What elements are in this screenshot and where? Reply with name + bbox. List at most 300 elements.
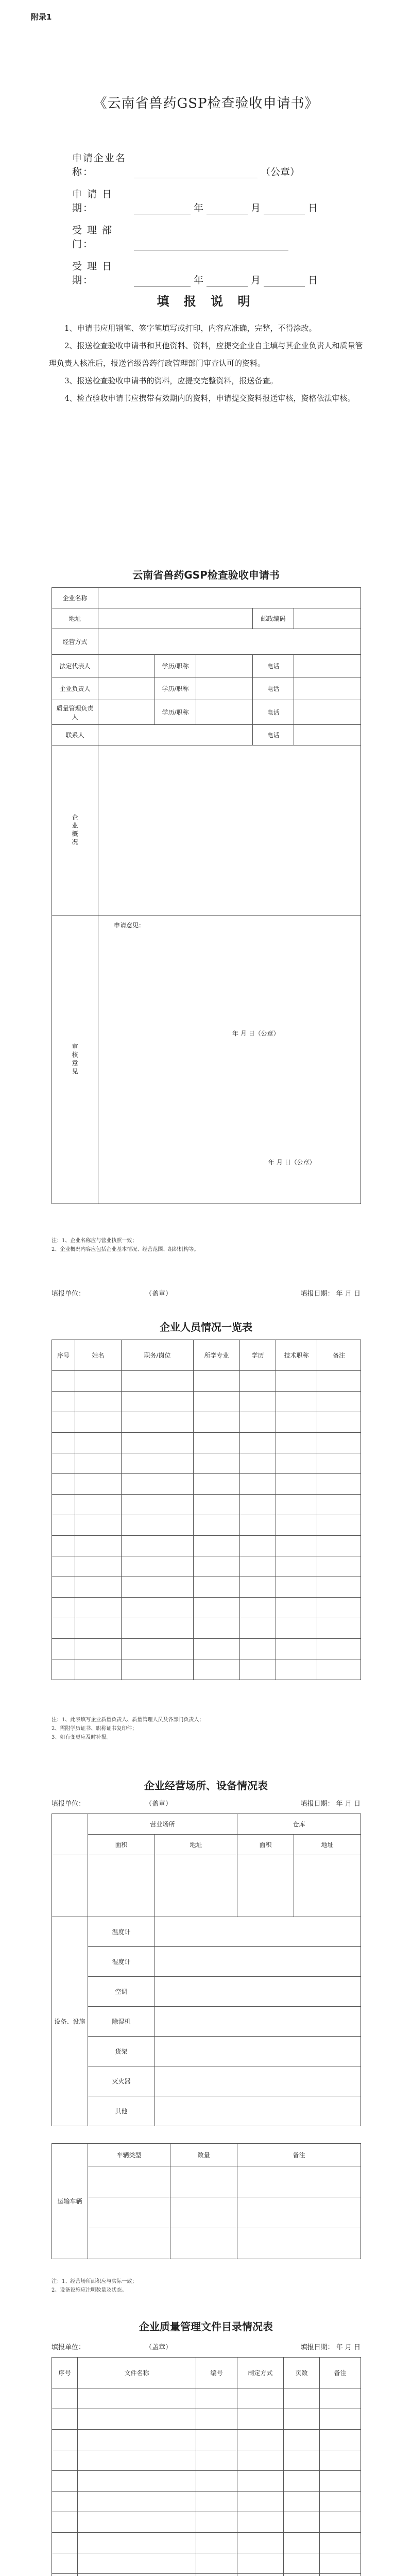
- table-cell[interactable]: [237, 2512, 284, 2533]
- table-row: [52, 2037, 361, 2066]
- table-cell[interactable]: [52, 1598, 75, 1618]
- table-cell[interactable]: [317, 1392, 361, 1412]
- cell-label: 地址: [52, 608, 98, 629]
- column-header: 所学专业: [194, 1340, 240, 1371]
- staff-title: 企业人员情况一览表: [160, 1321, 252, 1333]
- table-cell[interactable]: [276, 1639, 317, 1659]
- table-cell[interactable]: [52, 1618, 75, 1639]
- year-line[interactable]: [134, 275, 191, 286]
- day-suffix: 日: [308, 275, 318, 286]
- table-cell[interactable]: [75, 1371, 122, 1392]
- table-cell[interactable]: [75, 1659, 122, 1680]
- table-cell[interactable]: [240, 1474, 276, 1495]
- table-cell[interactable]: [240, 1556, 276, 1577]
- table-cell[interactable]: [52, 1639, 75, 1659]
- table-cell[interactable]: [284, 2388, 320, 2409]
- table-cell[interactable]: [320, 2388, 361, 2409]
- table-cell[interactable]: [284, 2430, 320, 2450]
- table-row: [52, 1577, 361, 1598]
- table-cell[interactable]: [194, 1515, 240, 1536]
- table-cell[interactable]: [284, 2533, 320, 2553]
- table-cell[interactable]: [75, 1453, 122, 1474]
- day-line[interactable]: [264, 275, 305, 286]
- fill-date: 年 月 日: [336, 1290, 360, 1298]
- area-field[interactable]: [88, 1855, 155, 1917]
- month-line[interactable]: [207, 275, 248, 286]
- table-cell[interactable]: [276, 1556, 317, 1577]
- table-row: [52, 2144, 361, 2166]
- table-cell[interactable]: [75, 1392, 122, 1412]
- column-header: 序号: [52, 2358, 78, 2388]
- table-cell[interactable]: [122, 1371, 194, 1392]
- table-cell[interactable]: [196, 2450, 237, 2471]
- table-cell[interactable]: [276, 1474, 317, 1495]
- column-header: 姓名: [75, 1340, 122, 1371]
- sub-header: 面积: [88, 1835, 155, 1855]
- fill-date: 年 月 日: [336, 1800, 360, 1808]
- table-cell[interactable]: [52, 1371, 75, 1392]
- table-cell[interactable]: [75, 1474, 122, 1495]
- notes-body: [49, 319, 368, 407]
- legal-rep-field[interactable]: [98, 655, 155, 677]
- table-cell[interactable]: [317, 1453, 361, 1474]
- table-cell[interactable]: [122, 1453, 194, 1474]
- table-cell[interactable]: [52, 2471, 78, 2492]
- table-cell[interactable]: [240, 1536, 276, 1556]
- table-row: [52, 700, 361, 725]
- table-row: [52, 1814, 361, 1835]
- table-cell[interactable]: [240, 1515, 276, 1536]
- table-row: [52, 1433, 361, 1453]
- table-cell[interactable]: [237, 2228, 361, 2259]
- cell-label: 企业负责人: [52, 677, 98, 700]
- table-cell[interactable]: [194, 1659, 240, 1680]
- table-cell[interactable]: [317, 1371, 361, 1392]
- table-cell[interactable]: [194, 1618, 240, 1639]
- month-line[interactable]: [207, 202, 248, 214]
- column-header: 数量: [170, 2144, 237, 2166]
- table-cell[interactable]: [196, 2388, 237, 2409]
- footnote: 2、设备设施应注明数量及状态。: [52, 2287, 127, 2293]
- table-cell[interactable]: [52, 2574, 78, 2576]
- note-item: 4、检查验收申请书应携带有效期内的资料，申请提交资料报送审核，资格依法审核。: [64, 394, 355, 403]
- table-cell[interactable]: [194, 1577, 240, 1598]
- table-row: [52, 655, 361, 677]
- doc-list-title: 企业质量管理文件目录情况表: [139, 2320, 273, 2333]
- table-cell[interactable]: [276, 1659, 317, 1680]
- table-cell[interactable]: [196, 2471, 237, 2492]
- table-cell[interactable]: [276, 1536, 317, 1556]
- cell-label: 电话: [253, 725, 294, 745]
- company-input-line[interactable]: [134, 166, 258, 178]
- table-cell[interactable]: [122, 1598, 194, 1618]
- zip-field[interactable]: [294, 608, 361, 629]
- table-cell[interactable]: [320, 2574, 361, 2576]
- dept-input-line[interactable]: [134, 239, 288, 250]
- table-cell[interactable]: [317, 1536, 361, 1556]
- equipment-item: 货架: [88, 2037, 155, 2066]
- table-cell[interactable]: [284, 2450, 320, 2471]
- table-cell[interactable]: [122, 1474, 194, 1495]
- equipment-field[interactable]: [155, 1977, 361, 2007]
- table-cell[interactable]: [194, 1474, 240, 1495]
- table-cell[interactable]: [196, 2533, 237, 2553]
- table-row: [52, 2228, 361, 2259]
- table-cell[interactable]: [320, 2430, 361, 2450]
- table-row: [52, 725, 361, 745]
- table-cell[interactable]: [194, 1412, 240, 1433]
- table-cell[interactable]: [317, 1659, 361, 1680]
- table-cell[interactable]: [196, 2492, 237, 2512]
- overview-field[interactable]: [98, 745, 361, 916]
- table-row: [52, 745, 361, 916]
- table-cell[interactable]: [276, 1453, 317, 1474]
- table-cell[interactable]: [317, 1433, 361, 1453]
- table-cell[interactable]: [276, 1598, 317, 1618]
- company-name-field[interactable]: [98, 588, 361, 608]
- cover-row-label: 受 理 部 门：: [72, 225, 113, 250]
- table-cell[interactable]: [320, 2409, 361, 2430]
- cover-row-apply-date[interactable]: [72, 187, 321, 214]
- table-cell[interactable]: [237, 2166, 361, 2197]
- apply-footnotes: [52, 1236, 360, 1254]
- table-cell[interactable]: [240, 1577, 276, 1598]
- table-cell[interactable]: [237, 2574, 284, 2576]
- table-cell[interactable]: [276, 1618, 317, 1639]
- table-cell[interactable]: [88, 2228, 170, 2259]
- table-row: [52, 1947, 361, 1977]
- table-cell[interactable]: [240, 1618, 276, 1639]
- table-row: [52, 2166, 361, 2197]
- table-cell[interactable]: [317, 1639, 361, 1659]
- notes-title: 填 报 说 明: [157, 294, 255, 309]
- table-cell[interactable]: [52, 1515, 75, 1536]
- phone-field[interactable]: [294, 700, 361, 725]
- table-cell[interactable]: [52, 1577, 75, 1598]
- column-header: 序号: [52, 1340, 75, 1371]
- fill-stamp: （盖章）: [145, 1290, 173, 1298]
- table-cell[interactable]: [78, 2553, 196, 2574]
- column-header: 备注: [317, 1340, 361, 1371]
- table-cell[interactable]: [194, 1433, 240, 1453]
- table-cell[interactable]: [196, 2553, 237, 2574]
- table-cell[interactable]: [52, 2450, 78, 2471]
- table-cell[interactable]: [52, 2409, 78, 2430]
- table-cell[interactable]: [194, 1639, 240, 1659]
- column-header: 车辆类型: [88, 2144, 170, 2166]
- table-cell[interactable]: [276, 1371, 317, 1392]
- table-cell[interactable]: [276, 1495, 317, 1515]
- table-cell[interactable]: [78, 2388, 196, 2409]
- opinion-field[interactable]: [98, 916, 361, 1204]
- equipment-field[interactable]: [155, 1947, 361, 1977]
- contact-field[interactable]: [98, 725, 253, 745]
- table-cell[interactable]: [194, 1495, 240, 1515]
- table-cell[interactable]: [122, 1433, 194, 1453]
- table-row: [52, 1855, 361, 1917]
- table-cell[interactable]: [52, 1453, 75, 1474]
- table-cell[interactable]: [284, 2553, 320, 2574]
- table-cell[interactable]: [237, 2471, 284, 2492]
- table-cell[interactable]: [78, 2450, 196, 2471]
- table-cell[interactable]: [240, 1659, 276, 1680]
- phone-field[interactable]: [294, 725, 361, 745]
- table-cell[interactable]: [52, 1659, 75, 1680]
- business-mode-field[interactable]: [98, 629, 361, 655]
- table-cell[interactable]: [52, 1556, 75, 1577]
- table-row: [52, 629, 361, 655]
- table-cell[interactable]: [194, 1371, 240, 1392]
- table-cell[interactable]: [88, 2197, 170, 2228]
- phone-field[interactable]: [294, 655, 361, 677]
- staff-table: [52, 1340, 361, 1680]
- table-cell[interactable]: [75, 1412, 122, 1433]
- table-cell[interactable]: [276, 1577, 317, 1598]
- table-cell[interactable]: [52, 1474, 75, 1495]
- table-cell[interactable]: [78, 2533, 196, 2553]
- table-cell[interactable]: [75, 1618, 122, 1639]
- cell-label: 电话: [253, 677, 294, 700]
- table-cell[interactable]: [240, 1392, 276, 1412]
- table-cell[interactable]: [75, 1598, 122, 1618]
- table-cell[interactable]: [75, 1577, 122, 1598]
- table-cell[interactable]: [75, 1515, 122, 1536]
- table-cell[interactable]: [52, 2492, 78, 2512]
- table-row: [52, 1495, 361, 1515]
- table-cell[interactable]: [317, 1495, 361, 1515]
- col-header: 营业场所: [88, 1814, 237, 1835]
- table-cell[interactable]: [122, 1412, 194, 1433]
- table-cell[interactable]: [284, 2574, 320, 2576]
- table-cell[interactable]: [317, 1618, 361, 1639]
- table-cell[interactable]: [237, 2430, 284, 2450]
- address-field[interactable]: [98, 608, 253, 629]
- table-cell[interactable]: [320, 2512, 361, 2533]
- table-cell[interactable]: [52, 2512, 78, 2533]
- table-cell[interactable]: [122, 1618, 194, 1639]
- table-cell[interactable]: [75, 1433, 122, 1453]
- edu-field[interactable]: [196, 677, 253, 700]
- cover-row-accept-date[interactable]: [72, 259, 321, 286]
- table-cell[interactable]: [276, 1515, 317, 1536]
- table-cell[interactable]: [122, 1392, 194, 1412]
- table-cell[interactable]: [75, 1639, 122, 1659]
- table-cell[interactable]: [237, 2533, 284, 2553]
- table-cell[interactable]: [196, 2574, 237, 2576]
- table-row: [52, 1598, 361, 1618]
- column-header: 编号: [196, 2358, 237, 2388]
- table-cell[interactable]: [240, 1371, 276, 1392]
- month-suffix: 月: [251, 202, 261, 214]
- table-cell[interactable]: [240, 1412, 276, 1433]
- table-cell[interactable]: [240, 1495, 276, 1515]
- table-header-row: [52, 2358, 361, 2388]
- blank-cell: [52, 1855, 88, 1917]
- cell-label: 电话: [253, 655, 294, 677]
- table-cell[interactable]: [122, 1495, 194, 1515]
- table-cell[interactable]: [320, 2492, 361, 2512]
- overview-label-cell: [52, 745, 98, 916]
- table-cell[interactable]: [320, 2553, 361, 2574]
- equipment-field[interactable]: [155, 2066, 361, 2096]
- table-cell[interactable]: [52, 1433, 75, 1453]
- table-cell[interactable]: [170, 2228, 237, 2259]
- table-cell[interactable]: [52, 2430, 78, 2450]
- table-row: [52, 916, 361, 1204]
- footnote: 2、企业概况内容应包括企业基本情况、经营范围、组织机构等。: [52, 1247, 199, 1252]
- date-stamp: 年 月 日（公章）: [268, 1159, 316, 1166]
- table-cell[interactable]: [317, 1556, 361, 1577]
- table-cell[interactable]: [284, 2512, 320, 2533]
- table-cell[interactable]: [75, 1495, 122, 1515]
- table-cell[interactable]: [284, 2492, 320, 2512]
- footnote: 注：1、此表填写企业质量负责人、质量管理人员及各部门负责人；: [52, 1717, 204, 1723]
- table-cell[interactable]: [75, 1556, 122, 1577]
- facility-table: [52, 1814, 361, 1917]
- note-item: 2、报送检查验收申请书和其他资料、资料，应提交企业自主填与其企业负责人和质量管理负责人核准后，报送省级兽药行政管理部门审查认可的资料。: [49, 341, 363, 368]
- date-stamp: 年 月 日（公章）: [232, 1030, 280, 1037]
- table-cell[interactable]: [122, 1639, 194, 1659]
- table-cell[interactable]: [317, 1474, 361, 1495]
- table-cell[interactable]: [237, 2197, 361, 2228]
- annex-label: 附录1: [31, 12, 52, 22]
- table-row: [52, 2512, 361, 2533]
- column-header: 制定方式: [237, 2358, 284, 2388]
- table-cell[interactable]: [237, 2388, 284, 2409]
- table-row: [52, 2574, 361, 2576]
- table-cell[interactable]: [52, 2533, 78, 2553]
- table-cell[interactable]: [320, 2450, 361, 2471]
- edu-field[interactable]: [196, 655, 253, 677]
- table-cell[interactable]: [276, 1392, 317, 1412]
- equipment-item: 其他: [88, 2096, 155, 2126]
- facility-fill-line: [52, 1798, 360, 1808]
- table-cell[interactable]: [194, 1536, 240, 1556]
- table-cell[interactable]: [78, 2430, 196, 2450]
- table-cell[interactable]: [170, 2166, 237, 2197]
- table-cell[interactable]: [317, 1598, 361, 1618]
- table-cell[interactable]: [237, 2450, 284, 2471]
- table-cell[interactable]: [196, 2409, 237, 2430]
- table-cell[interactable]: [52, 1536, 75, 1556]
- day-line[interactable]: [264, 202, 305, 214]
- table-cell[interactable]: [240, 1453, 276, 1474]
- cell-label: 学历/职称: [155, 655, 196, 677]
- manager-field[interactable]: [98, 677, 155, 700]
- address-field[interactable]: [155, 1855, 237, 1917]
- table-cell[interactable]: [276, 1433, 317, 1453]
- equipment-item: 灭火器: [88, 2066, 155, 2096]
- table-cell[interactable]: [52, 2388, 78, 2409]
- table-cell[interactable]: [52, 1392, 75, 1412]
- table-cell[interactable]: [317, 1412, 361, 1433]
- area-field[interactable]: [237, 1855, 294, 1917]
- table-cell[interactable]: [122, 1577, 194, 1598]
- transport-label: 运输车辆: [52, 2144, 88, 2259]
- table-cell[interactable]: [78, 2512, 196, 2533]
- address-field[interactable]: [294, 1855, 361, 1917]
- table-cell[interactable]: [52, 1495, 75, 1515]
- table-cell[interactable]: [240, 1598, 276, 1618]
- equipment-field[interactable]: [155, 2037, 361, 2066]
- table-cell[interactable]: [237, 2492, 284, 2512]
- cell-label: 学历/职称: [155, 677, 196, 700]
- equipment-item: 湿度计: [88, 1947, 155, 1977]
- table-row: [52, 1474, 361, 1495]
- table-cell[interactable]: [276, 1412, 317, 1433]
- table-cell[interactable]: [194, 1556, 240, 1577]
- table-cell[interactable]: [78, 2574, 196, 2576]
- table-row: [52, 2197, 361, 2228]
- table-cell[interactable]: [78, 2471, 196, 2492]
- table-cell[interactable]: [237, 2409, 284, 2430]
- phone-field[interactable]: [294, 677, 361, 700]
- table-cell[interactable]: [194, 1598, 240, 1618]
- table-cell[interactable]: [320, 2471, 361, 2492]
- table-cell[interactable]: [170, 2197, 237, 2228]
- table-cell[interactable]: [52, 1412, 75, 1433]
- year-line[interactable]: [134, 202, 191, 214]
- table-cell[interactable]: [284, 2471, 320, 2492]
- table-row: [52, 2388, 361, 2409]
- table-cell[interactable]: [88, 2166, 170, 2197]
- table-cell[interactable]: [78, 2409, 196, 2430]
- table-row: [52, 2409, 361, 2430]
- column-header: 文件名称: [78, 2358, 196, 2388]
- table-cell[interactable]: [75, 1536, 122, 1556]
- table-cell[interactable]: [240, 1433, 276, 1453]
- cover-row-company[interactable]: [72, 150, 303, 178]
- table-cell[interactable]: [78, 2492, 196, 2512]
- table-cell[interactable]: [320, 2533, 361, 2553]
- table-cell[interactable]: [284, 2409, 320, 2430]
- staff-fill-line: [52, 1288, 360, 1298]
- cover-row-dept[interactable]: [72, 223, 288, 250]
- table-cell[interactable]: [240, 1639, 276, 1659]
- table-cell[interactable]: [317, 1515, 361, 1536]
- column-header: 技术职称: [276, 1340, 317, 1371]
- table-cell[interactable]: [196, 2512, 237, 2533]
- table-cell[interactable]: [196, 2430, 237, 2450]
- equipment-field[interactable]: [155, 2007, 361, 2037]
- table-cell[interactable]: [122, 1536, 194, 1556]
- table-cell[interactable]: [194, 1392, 240, 1412]
- table-cell[interactable]: [52, 2553, 78, 2574]
- year-suffix: 年: [194, 202, 204, 214]
- note-item: 1、申请书应用钢笔、签字笔填写或打印，内容应准确，完整，不得涂改。: [64, 324, 317, 333]
- table-cell[interactable]: [317, 1577, 361, 1598]
- table-cell[interactable]: [122, 1659, 194, 1680]
- table-cell[interactable]: [194, 1453, 240, 1474]
- table-row: [52, 1618, 361, 1639]
- column-header: 页数: [284, 2358, 320, 2388]
- facility-title: 企业经营场所、设备情况表: [144, 1780, 268, 1792]
- fill-stamp: （盖章）: [145, 1800, 173, 1808]
- fill-label: 填报日期：: [300, 2344, 334, 2351]
- equipment-field[interactable]: [155, 2096, 361, 2126]
- qa-manager-field[interactable]: [98, 700, 155, 725]
- table-cell[interactable]: [237, 2553, 284, 2574]
- cell-label: 邮政编码: [253, 608, 294, 629]
- cover-row-label: 申 请 日 期：: [72, 189, 113, 214]
- edu-field[interactable]: [196, 700, 253, 725]
- table-cell[interactable]: [122, 1556, 194, 1577]
- footnote: 注：1、企业名称应与营业执照一致；: [52, 1238, 138, 1244]
- opinion-label-cell: [52, 916, 98, 1204]
- table-cell[interactable]: [122, 1515, 194, 1536]
- cover-row-label: 受 理 日 期：: [72, 261, 113, 286]
- equipment-field[interactable]: [155, 1917, 361, 1947]
